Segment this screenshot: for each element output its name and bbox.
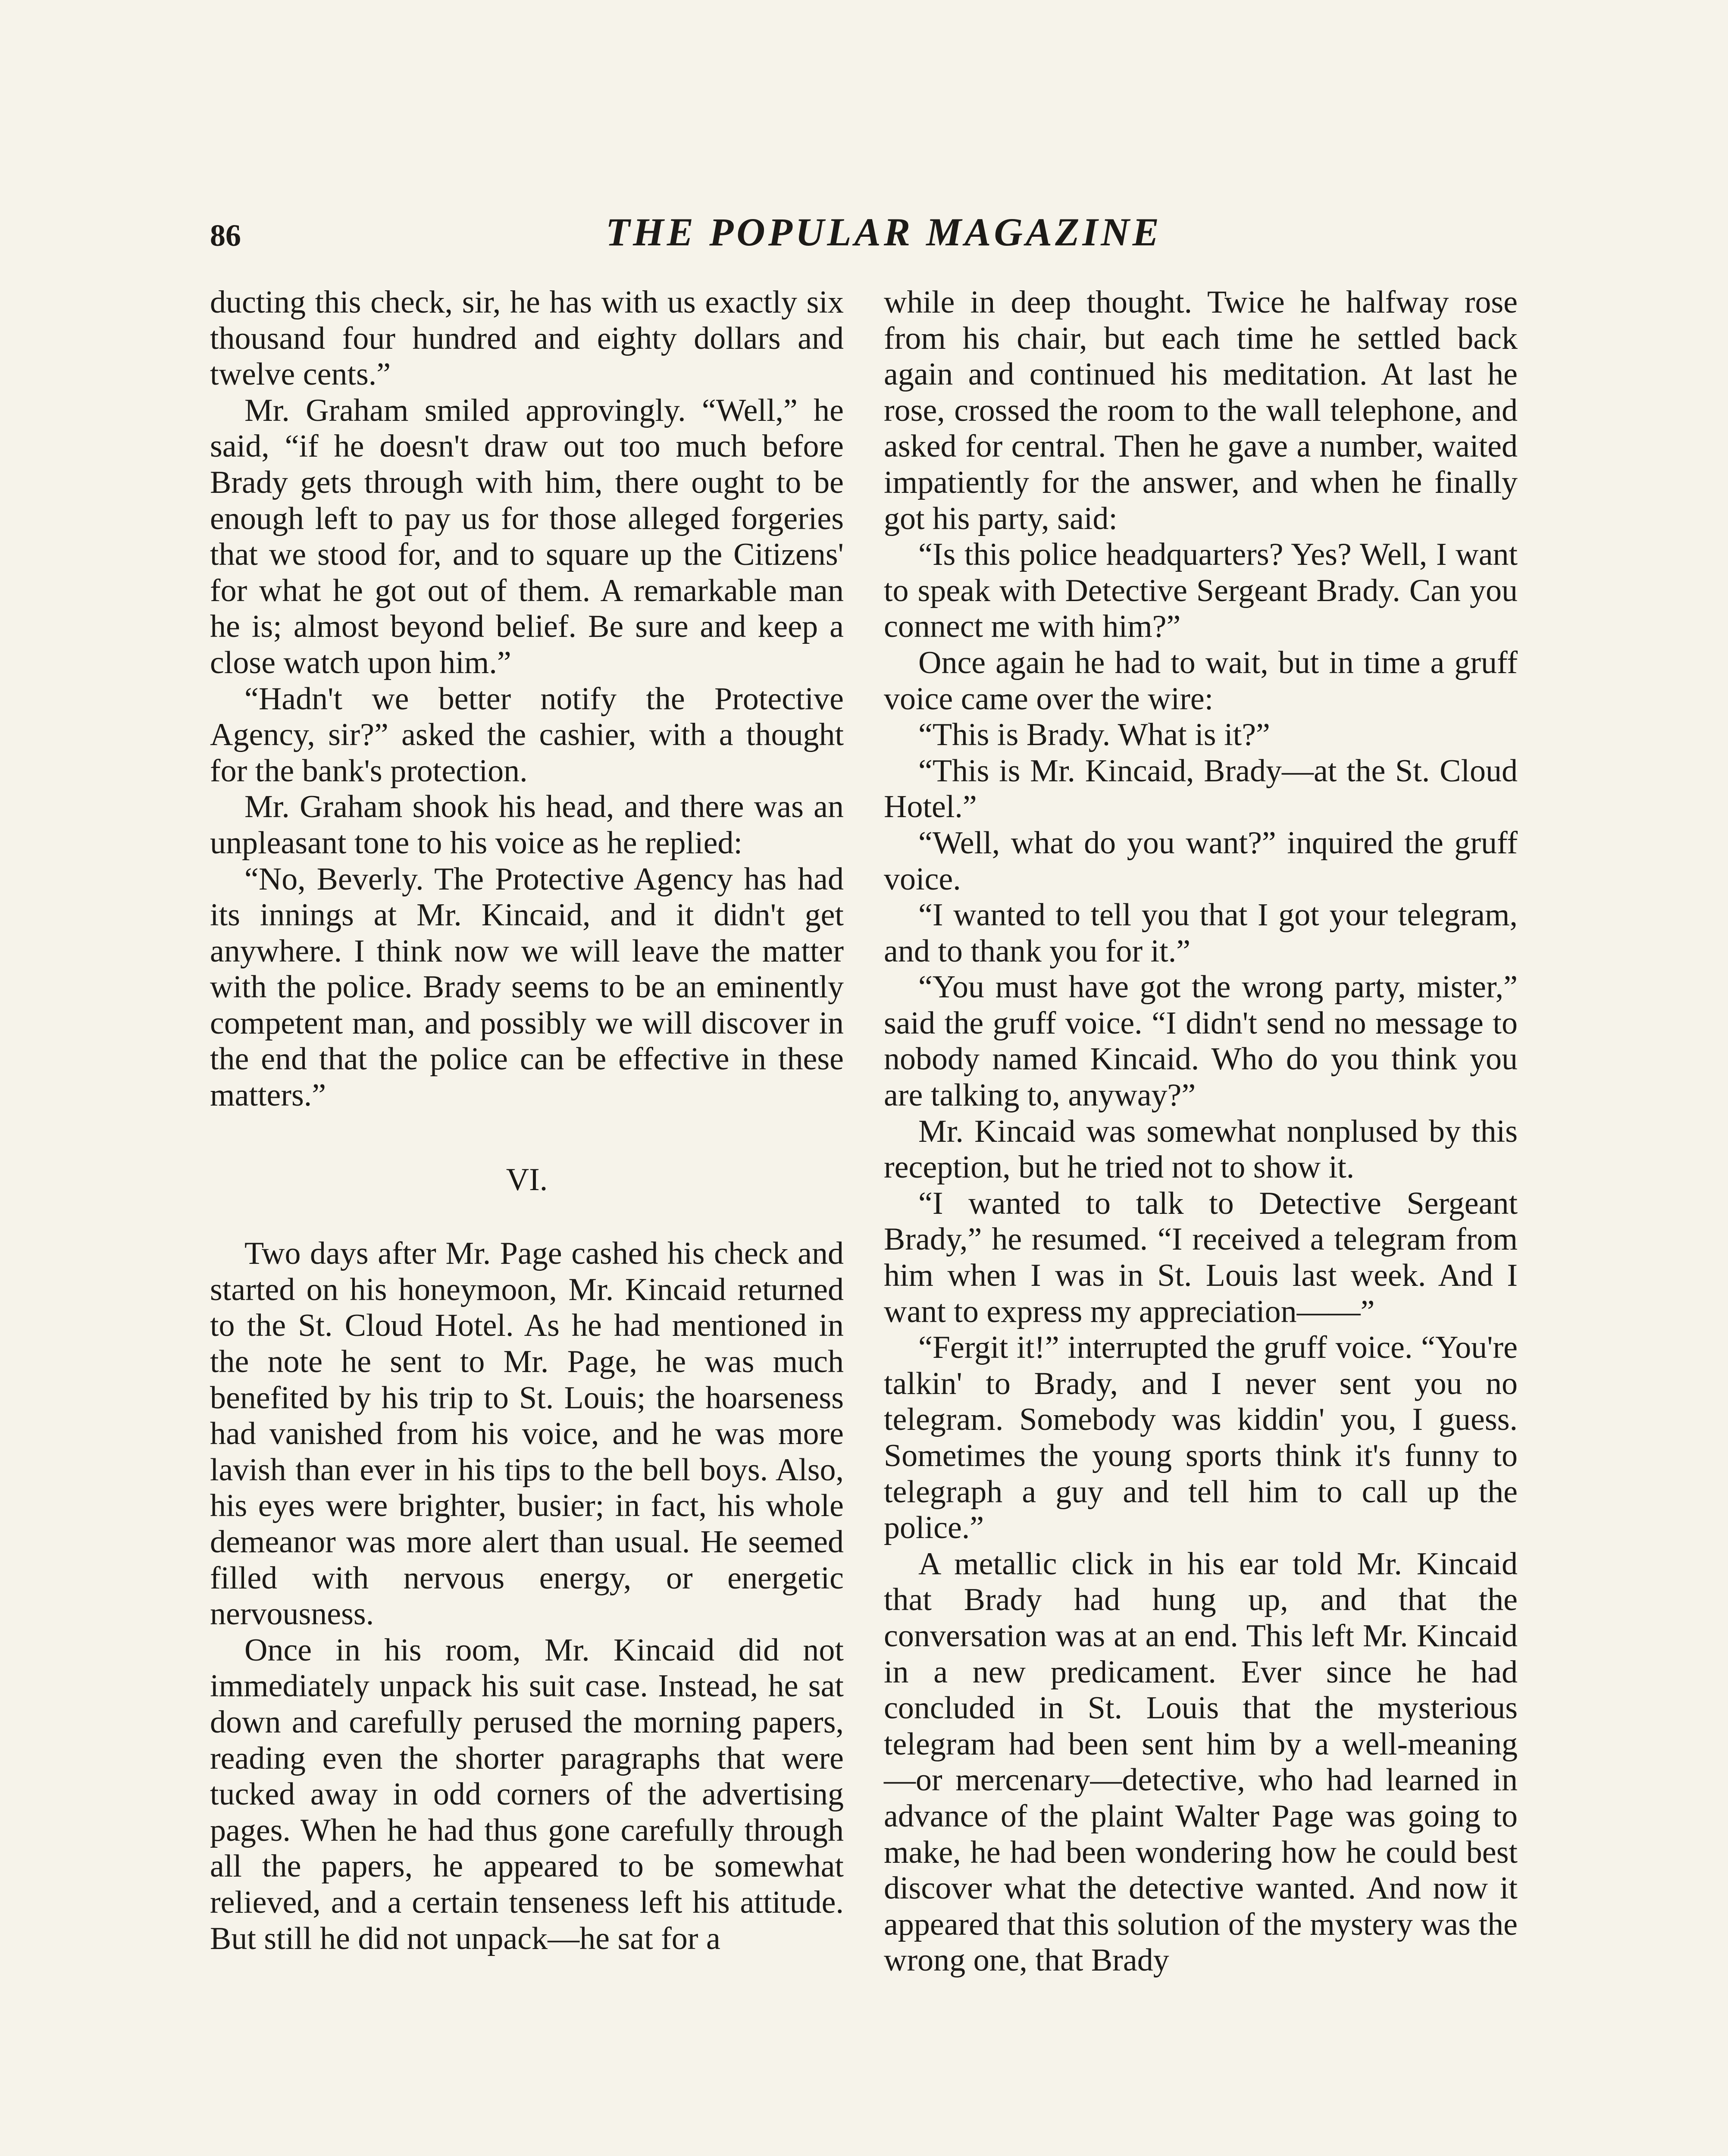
paragraph: Two days after Mr. Page cashed his check and started on his honeymoon, Mr. Kincaid returned to the St. Cloud Hotel. As he had mentioned in the note he sent to Mr. Page, he was much benefited by his trip to St. Louis; the hoarseness had vanished from his voice, and he was more lavish than ever in his tips to the bell boys. Also, his eyes were brighter, busier; in fact, his whole demeanor was more alert than usual. He seemed filled with nervous energy, or energetic nervousness. — [210, 1236, 844, 1632]
paragraph: Mr. Kincaid was somewhat nonplused by this reception, but he tried not to show it. — [884, 1113, 1518, 1185]
paragraph: Mr. Graham shook his head, and there was an unpleasant tone to his voice as he replied: — [210, 789, 844, 861]
paragraph: ducting this check, sir, he has with us exactly six thousand four hundred and eighty dollars and twelve cents.” — [210, 285, 844, 392]
paragraph: “I wanted to talk to Detective Sergeant Brady,” he resumed. “I received a telegram from him when I was in St. Louis last week. And I want to express my appreciation——” — [884, 1185, 1518, 1329]
right-column — [884, 285, 1518, 1979]
paragraph: Mr. Graham smiled approvingly. “Well,” he said, “if he doesn't draw out too much before Brady gets through with him, there ought to be enough left to pay us for those alleged forgeries that we stood for, and to square up the Citizens' for what he got out of them. A remarkable man he is; almost beyond belief. Be sure and keep a close watch upon him.” — [210, 392, 844, 680]
paragraph: A metallic click in his ear told Mr. Kincaid that Brady had hung up, and that the conversation was at an end. This left Mr. Kincaid in a new predicament. Ever since he had concluded in St. Louis that the mysterious telegram had been sent him by a well-meaning —or mercenary—detective, who had learned in advance of the plaint Walter Page was going to make, he had been wondering how he could best discover what the detective wanted. And now it appeared that this solution of the mystery was the wrong one, that Brady — [884, 1546, 1518, 1978]
paragraph: “Hadn't we better notify the Protective Agency, sir?” asked the cashier, with a thought for the bank's protection. — [210, 681, 844, 789]
paragraph: “I wanted to tell you that I got your telegram, and to thank you for it.” — [884, 897, 1518, 969]
page-number: 86 — [210, 218, 241, 253]
left-column — [210, 285, 844, 1957]
paragraph: Once in his room, Mr. Kincaid did not immediately unpack his suit case. Instead, he sat down and carefully perused the morning papers, reading even the shorter paragraphs that were tucked away in odd corners of the advertising pages. When he had thus gone carefully through all the papers, he appeared to be somewhat relieved, and a certain tenseness left his attitude. But still he did not unpack—he sat for a — [210, 1632, 844, 1956]
paragraph: “Well, what do you want?” inquired the gruff voice. — [884, 825, 1518, 897]
paragraph: “This is Mr. Kincaid, Brady—at the St. Cloud Hotel.” — [884, 753, 1518, 825]
paragraph: “Is this police headquarters? Yes? Well, I want to speak with Detective Sergeant Brady. Can you connect me with him?” — [884, 537, 1518, 645]
paragraph: “This is Brady. What is it?” — [918, 717, 1270, 753]
section-heading: VI. — [506, 1162, 548, 1197]
paragraph: “No, Beverly. The Protective Agency has had its innings at Mr. Kincaid, and it didn't get anywhere. I think now we will leave the matter with the police. Brady seems to be an eminently competent man, and possibly we will discover in the end that the police can be effective in these matters.” — [210, 861, 844, 1113]
running-head: THE POPULAR MAGAZINE — [605, 210, 1162, 254]
paragraph: Once again he had to wait, but in time a gruff voice came over the wire: — [884, 645, 1518, 717]
paragraph: “Fergit it!” interrupted the gruff voice. “You're talkin' to Brady, and I never sent you no telegram. Somebody was kiddin' you, I guess. Sometimes the young sports think it's funny to telegraph a guy and tell him to call up the police.” — [884, 1330, 1518, 1546]
paragraph: “You must have got the wrong party, mister,” said the gruff voice. “I didn't send no message to nobody named Kincaid. Who do you think you are talking to, anyway?” — [884, 969, 1518, 1113]
paragraph: while in deep thought. Twice he halfway rose from his chair, but each time he settled back again and continued his meditation. At last he rose, crossed the room to the wall telephone, and asked for central. Then he gave a number, waited impatiently for the answer, and when he finally got his party, said: — [884, 285, 1518, 536]
